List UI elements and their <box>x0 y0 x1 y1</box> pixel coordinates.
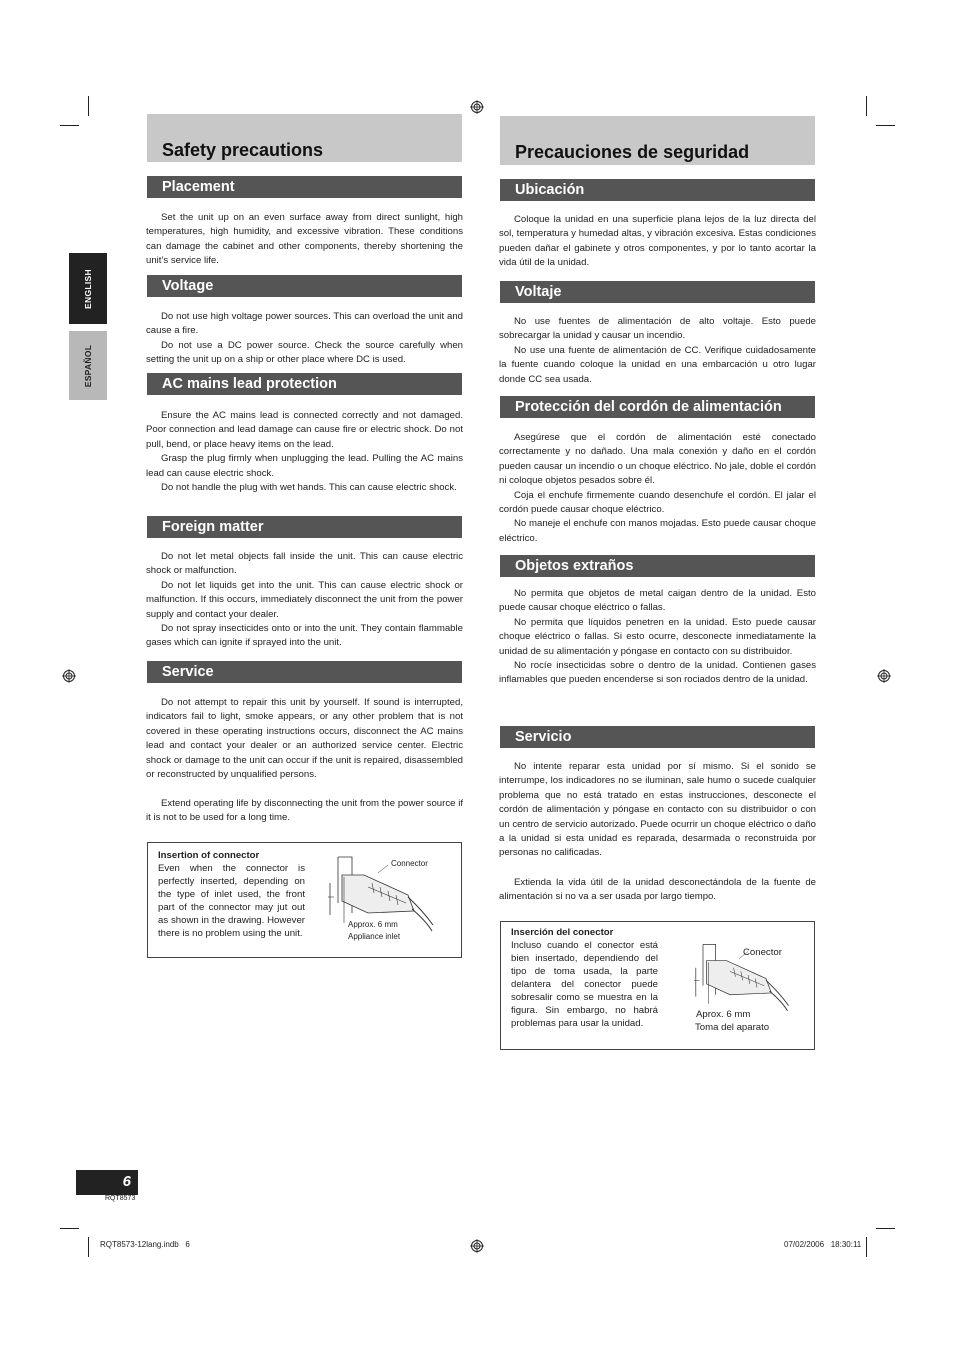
crop-mark <box>876 1228 895 1229</box>
section-body <box>499 315 816 387</box>
right-title-banner <box>500 116 815 165</box>
connector-label: Connector <box>391 859 428 868</box>
registration-mark-icon <box>470 100 484 114</box>
connector-note-title: Insertion of connector <box>158 850 260 861</box>
tab-espanol-label: ESPAÑOL <box>83 344 93 387</box>
paragraph: Coloque la unidad en una superficie plana lejos de la luz directa del sol, temperatura y humedad altas, y vibración excesiva. Estas condiciones pueden dañar el gabinete y otros componentes, y por lo tanto acortar la vida útil de la unidad. <box>499 214 816 269</box>
connector-note-title-es: Inserción del conector <box>511 927 614 938</box>
section-body <box>146 696 463 782</box>
paragraph: Coja el enchufe firmemente cuando desenchufe el cordón. El jalar el cordón puede causar choque eléctrico. <box>499 489 816 516</box>
crop-mark <box>866 96 867 116</box>
page-title: Safety precautions <box>162 140 324 160</box>
section-body <box>146 409 463 495</box>
paragraph: No use fuentes de alimentación de alto voltaje. Esto puede sobrecargar la unidad y causar un incendio. <box>499 316 816 342</box>
paragraph: Ensure the AC mains lead is connected correctly and not damaged. Poor connection and lead damage can cause fire or electric shock. Do not pull, bend, or place heavy items on the lead. <box>146 410 463 450</box>
page-title-es: Precauciones de seguridad <box>515 142 750 162</box>
crop-mark <box>60 1228 79 1229</box>
connector-note-box <box>147 842 462 958</box>
extend-note-es <box>499 876 816 905</box>
section-body <box>146 310 463 368</box>
section-heading: AC mains lead protection <box>147 373 462 395</box>
section-heading: Foreign matter <box>147 516 462 538</box>
crop-mark <box>88 1237 89 1257</box>
registration-mark-icon <box>62 669 76 683</box>
tab-english[interactable] <box>69 253 107 324</box>
extend-note <box>146 797 463 826</box>
connector-note-text <box>158 849 305 940</box>
crop-mark <box>60 125 79 126</box>
page-number-badge <box>76 1170 138 1195</box>
paragraph: Do not use high voltage power sources. This can overload the unit and cause a fire. <box>146 311 463 337</box>
paragraph: Do not spray insecticides onto or into the unit. They contain flammable gases which can ignite if sprayed into the unit. <box>146 623 463 649</box>
section-heading: Voltage <box>147 275 462 297</box>
approx-label: Approx. 6 mm <box>348 920 398 929</box>
section-heading: Protección del cordón de alimentación <box>500 396 815 418</box>
paragraph: Grasp the plug firmly when unplugging the lead. Pulling the AC mains lead can cause electric shock. <box>146 453 463 479</box>
section-body <box>499 213 816 271</box>
section-heading: Servicio <box>500 726 815 748</box>
registration-mark-icon <box>470 1239 484 1253</box>
paragraph: Extend operating life by disconnecting the unit from the power source if it is not to be used for a long time. <box>146 798 463 824</box>
connector-note-text-es <box>511 926 658 1030</box>
tab-espanol[interactable] <box>69 331 107 400</box>
paragraph: Do not let liquids get into the unit. This can cause electric shock or malfunction. If this occurs, immediately disconnect the unit from the power supply and contact your dealer. <box>146 579 463 620</box>
file-info: RQT8573-12lang.indb 6 <box>100 1240 190 1249</box>
crop-mark <box>876 125 895 126</box>
paragraph: Asegúrese que el cordón de alimentación esté conectado correctamente y no dañado. Una mala conexión y daño en el cordón pueden causar un incendio o un choque eléctrico. No jale, doble el cordón ni coloque objetos pesados sobre él. <box>499 432 816 487</box>
crop-mark <box>866 1237 867 1257</box>
connector-note-box-es <box>500 921 815 1050</box>
registration-mark-icon <box>877 669 891 683</box>
paragraph: Do not use a DC power source. Check the source carefully when setting the unit up on a ship or other place where DC is used. <box>146 339 463 366</box>
connector-note-body-es: Incluso cuando el conector está bien insertado, dependiendo del tipo de toma usada, la parte delantera del conector puede sobresalir como se muestra en la figura. Sin embargo, no habrá problemas para usar la unidad. <box>511 940 658 1029</box>
inlet-label-es: Toma del aparato <box>695 1022 770 1033</box>
paragraph: No rocíe insecticidas sobre o dentro de la unidad. Contienen gases inflamables que pueden encenderse si son rociados dentro de la unidad. <box>499 660 816 686</box>
paragraph: Do not let metal objects fall inside the unit. This can cause electric shock or malfunction. <box>146 551 463 577</box>
page-number: 6 <box>122 1173 131 1190</box>
paragraph: Do not attempt to repair this unit by yourself. If sound is interrupted, indicators fail to light, smoke appears, or any other problem that is not covered in these operating instructions occurs, disconnect the AC mains lead and contact your dealer or an authorized service center. Electric shock or damage to the unit can occur if the unit is repaired, disassembled or reconstructed by unqualified persons. <box>146 697 463 781</box>
section-body <box>499 760 816 861</box>
paragraph: No use una fuente de alimentación de CC. Verifique cuidadosamente la fuente cuando coloque la unidad en una embarcación u otro lugar donde CC sea usada. <box>499 344 816 385</box>
connector-label-es: Conector <box>743 947 782 958</box>
paragraph: No permita que objetos de metal caigan dentro de la unidad. Esto puede causar choque eléctrico o fallas. <box>499 588 816 614</box>
paragraph: Extienda la vida útil de la unidad desconectándola de la fuente de alimentación si no va a ser usada por largo tiempo. <box>499 877 816 903</box>
section-body <box>499 431 816 546</box>
paragraph: No permita que líquidos penetren en la unidad. Esto puede causar choque eléctrico o fallas. Si esto ocurre, desconecte inmediatamente la unidad de su alimentación y póngase en contacto con su distribuidor. <box>499 616 816 657</box>
paragraph: No intente reparar esta unidad por sí mismo. Si el sonido se interrumpe, los indicadores no se iluminan, sale humo o sucede cualquier problema que no está tratado en estas instrucciones, desconecte el cordón de alimentación y póngase en contacto con su distribuidor o con un centro de servicio autorizado. Puede ocurrir un choque eléctrico o daño a la unidad si esta unidad es reparada, desarmada o reconstruida por personas no calificadas. <box>499 761 816 859</box>
paragraph: Do not handle the plug with wet hands. This can cause electric shock. <box>161 482 457 494</box>
section-body <box>146 211 463 269</box>
doc-code: RQT8573 <box>105 1195 136 1202</box>
approx-label-es: Aprox. 6 mm <box>696 1009 751 1020</box>
paragraph: Set the unit up on an even surface away from direct sunlight, high temperatures, high humidity, and excessive vibration. These conditions can damage the cabinet and other components, thereby shortening the unit’s service life. <box>146 212 463 267</box>
section-body <box>146 550 463 651</box>
paragraph: No maneje el enchufe con manos mojadas. Esto puede causar choque eléctrico. <box>499 518 816 544</box>
section-heading: Placement <box>147 176 462 198</box>
inlet-label: Appliance inlet <box>348 932 401 941</box>
tab-english-label: ENGLISH <box>83 268 93 309</box>
section-heading: Service <box>147 661 462 683</box>
timestamp: 07/02/2006 18:30:11 <box>784 1240 862 1249</box>
crop-mark <box>88 96 89 116</box>
section-heading: Voltaje <box>500 281 815 303</box>
left-title-banner <box>147 114 462 162</box>
section-heading: Ubicación <box>500 179 815 201</box>
section-body <box>499 587 816 688</box>
section-heading: Objetos extraños <box>500 555 815 577</box>
connector-note-body: Even when the connector is perfectly inserted, depending on the type of inlet used, the front part of the connector may jut out as shown in the drawing. However there is no problem using the unit. <box>158 863 305 939</box>
